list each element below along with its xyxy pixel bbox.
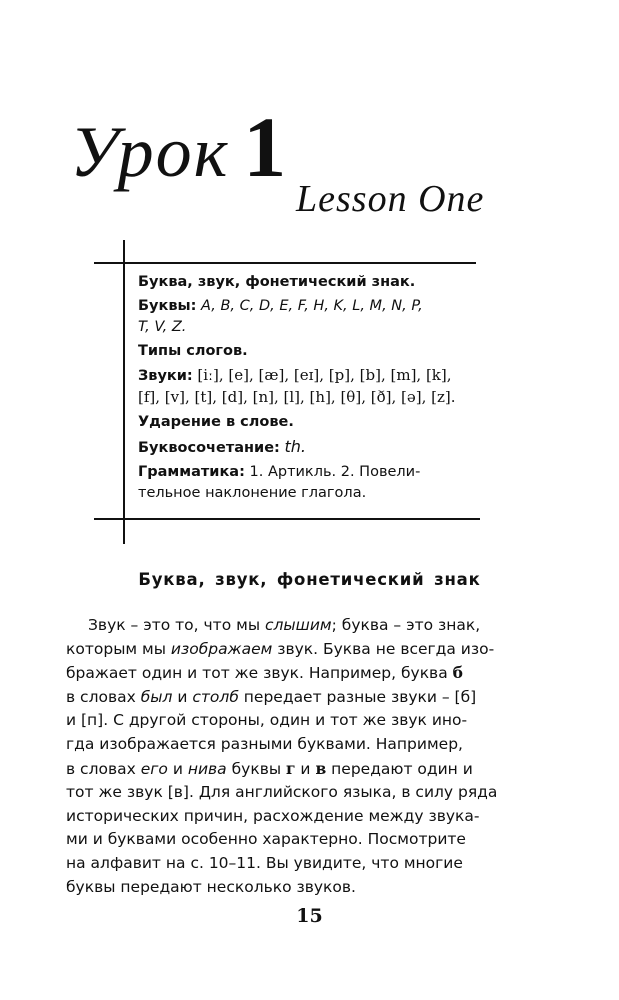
summary-top-rule xyxy=(94,262,476,264)
body-line: тот же звук [в]. Для английского языка, в силу ряда xyxy=(66,783,498,802)
lesson-subtitle-english: Lesson One xyxy=(296,178,485,220)
summary-grammar xyxy=(138,462,474,504)
lesson-title xyxy=(70,99,289,195)
body-line: Звук – это то, что мы слышим; буква – это знак, xyxy=(88,616,481,634)
lesson-summary xyxy=(138,272,474,507)
letters-list-line2: T, V, Z. xyxy=(138,319,187,335)
summary-vertical-rule xyxy=(123,240,125,544)
body-line: исторических причин, расхождение между звука- xyxy=(66,806,480,825)
summary-stress xyxy=(138,412,474,433)
body-line: гда изображается разными буквами. Например, xyxy=(66,734,463,753)
section-body-paragraph xyxy=(66,614,532,899)
body-line: буквы передают несколько звуков. xyxy=(66,877,356,896)
sounds-list-line1: [iː], [e], [æ], [eɪ], [p], [b], [m], [k], xyxy=(197,366,452,384)
summary-letters xyxy=(138,296,474,338)
body-line: бражает один и тот же звук. Например, буква б xyxy=(66,663,463,683)
summary-sounds xyxy=(138,365,474,409)
body-line: в словах был и столб передает разные звуки – [б] xyxy=(66,687,477,706)
page-number: 15 xyxy=(296,905,323,927)
letters-label: Буквы: xyxy=(138,298,197,314)
stress-text: Ударение в слове. xyxy=(138,414,294,430)
body-line: на алфавит на с. 10–11. Вы увидите, что многие xyxy=(66,853,463,872)
grammar-text-line2: тельное наклонение глагола. xyxy=(138,485,367,501)
grammar-label: Грамматика: xyxy=(138,464,245,480)
letters-list-line1: A, B, C, D, E, F, H, K, L, M, N, P, xyxy=(201,298,423,314)
grammar-text-line1: 1. Артикль. 2. Повели- xyxy=(249,464,421,480)
syllables-text: Типы слогов. xyxy=(138,343,248,359)
sounds-list-line2: [f], [v], [t], [d], [n], [l], [h], [θ], [ð], [ə], [z]. xyxy=(138,388,456,406)
summary-topic xyxy=(138,272,474,293)
body-line: и [п]. С другой стороны, один и тот же звук ино- xyxy=(66,711,468,730)
lesson-title-word: Урок xyxy=(70,112,230,192)
body-line: ми и буквами особенно характерно. Посмотрите xyxy=(66,830,466,849)
digraph-value: th. xyxy=(284,437,306,456)
body-line: которым мы изображаем звук. Буква не всегда изо- xyxy=(66,639,495,658)
digraph-label: Буквосочетание: xyxy=(138,440,280,456)
section-heading: Буква, звук, фонетический знак xyxy=(138,570,481,589)
summary-digraph xyxy=(138,436,474,459)
summary-bottom-rule xyxy=(94,518,480,520)
summary-syllables xyxy=(138,341,474,362)
lesson-number: 1 xyxy=(243,99,289,195)
sounds-label: Звуки: xyxy=(138,368,193,384)
body-line: в словах его и нива буквы г и в передают один и xyxy=(66,758,473,778)
summary-topic-text: Буква, звук, фонетический знак. xyxy=(138,274,416,290)
